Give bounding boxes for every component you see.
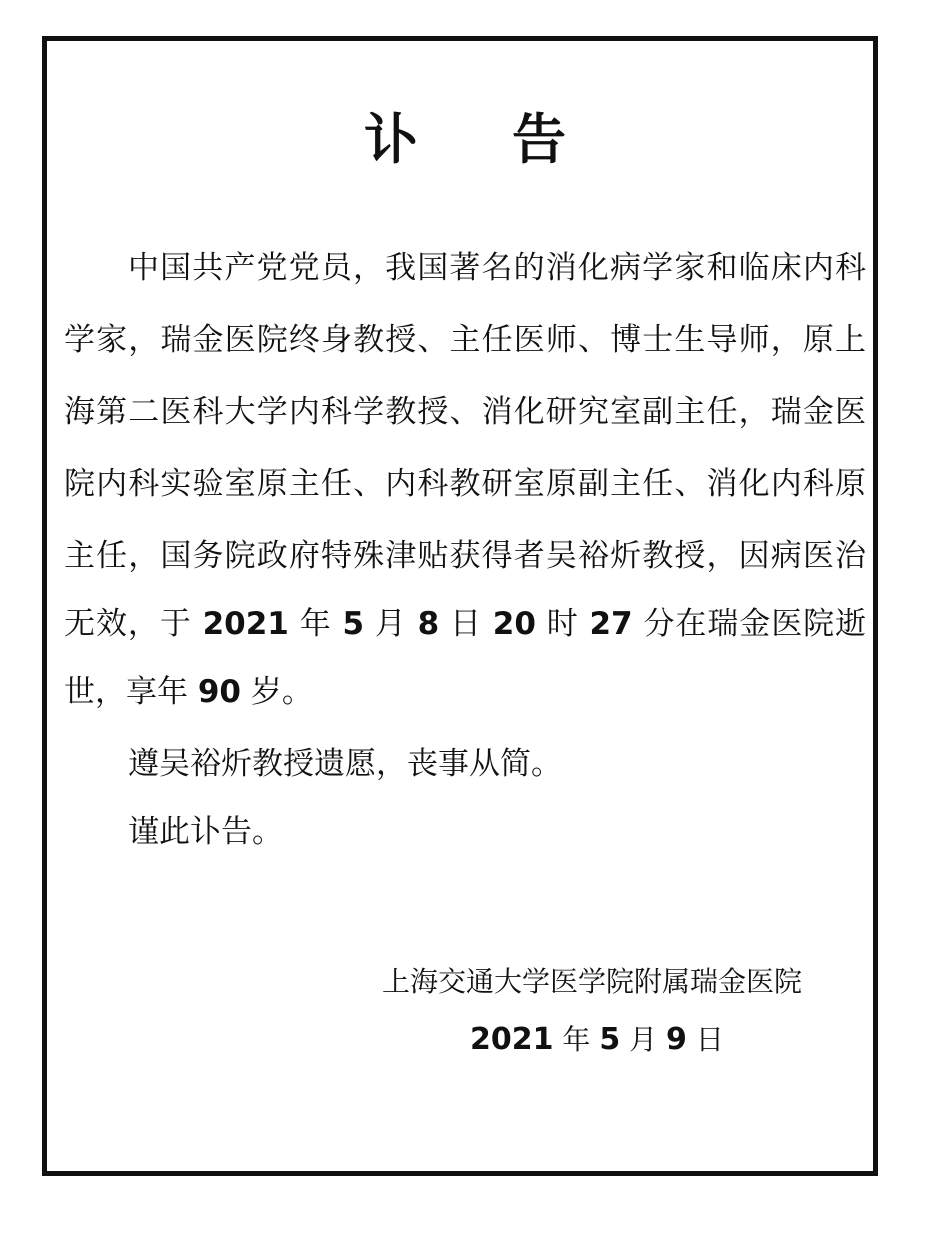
notice-title: 讣告 bbox=[364, 108, 660, 171]
closing-line: 谨此讣告。 bbox=[128, 814, 283, 850]
date-day: 9 bbox=[666, 1022, 687, 1057]
death-year-unit: 年 bbox=[299, 606, 332, 642]
age-line-suffix: 岁。 bbox=[250, 674, 313, 710]
death-month-unit: 月 bbox=[374, 606, 407, 642]
death-minute-unit: 分在瑞金医院逝 bbox=[643, 606, 867, 642]
death-date-line bbox=[64, 604, 866, 644]
age-value: 90 bbox=[197, 674, 241, 710]
date-month: 5 bbox=[599, 1022, 621, 1057]
date-year-unit: 年 bbox=[562, 1023, 591, 1056]
death-year: 2021 bbox=[202, 606, 289, 642]
body-line-2: 学家，瑞金医院终身教授、主任医师、博士生导师，原上 bbox=[64, 322, 866, 358]
body-line-4: 院内科实验室原主任、内科教研室原副主任、消化内科原 bbox=[64, 466, 866, 502]
death-month: 5 bbox=[342, 606, 365, 642]
age-line-prefix: 世，享年 bbox=[64, 674, 188, 710]
death-day: 8 bbox=[417, 606, 440, 642]
wish-line: 遵吴裕炘教授遗愿，丧事从简。 bbox=[128, 746, 562, 782]
death-line-prefix: 无效，于 bbox=[64, 606, 192, 642]
date-year: 2021 bbox=[470, 1022, 554, 1057]
death-minute: 27 bbox=[589, 606, 633, 642]
notice-date bbox=[470, 1020, 724, 1060]
signer-organization: 上海交通大学医学院附属瑞金医院 bbox=[382, 965, 803, 998]
death-hour-unit: 时 bbox=[546, 606, 579, 642]
date-day-unit: 日 bbox=[695, 1023, 724, 1056]
body-line-1: 中国共产党党员，我国著名的消化病学家和临床内科 bbox=[128, 250, 866, 286]
date-month-unit: 月 bbox=[629, 1023, 658, 1056]
death-day-unit: 日 bbox=[450, 606, 482, 642]
death-hour: 20 bbox=[492, 606, 536, 642]
age-line bbox=[64, 672, 313, 712]
body-line-5: 主任，国务院政府特殊津贴获得者吴裕炘教授，因病医治 bbox=[64, 538, 866, 574]
body-line-3: 海第二医科大学内科学教授、消化研究室副主任，瑞金医 bbox=[64, 394, 866, 430]
